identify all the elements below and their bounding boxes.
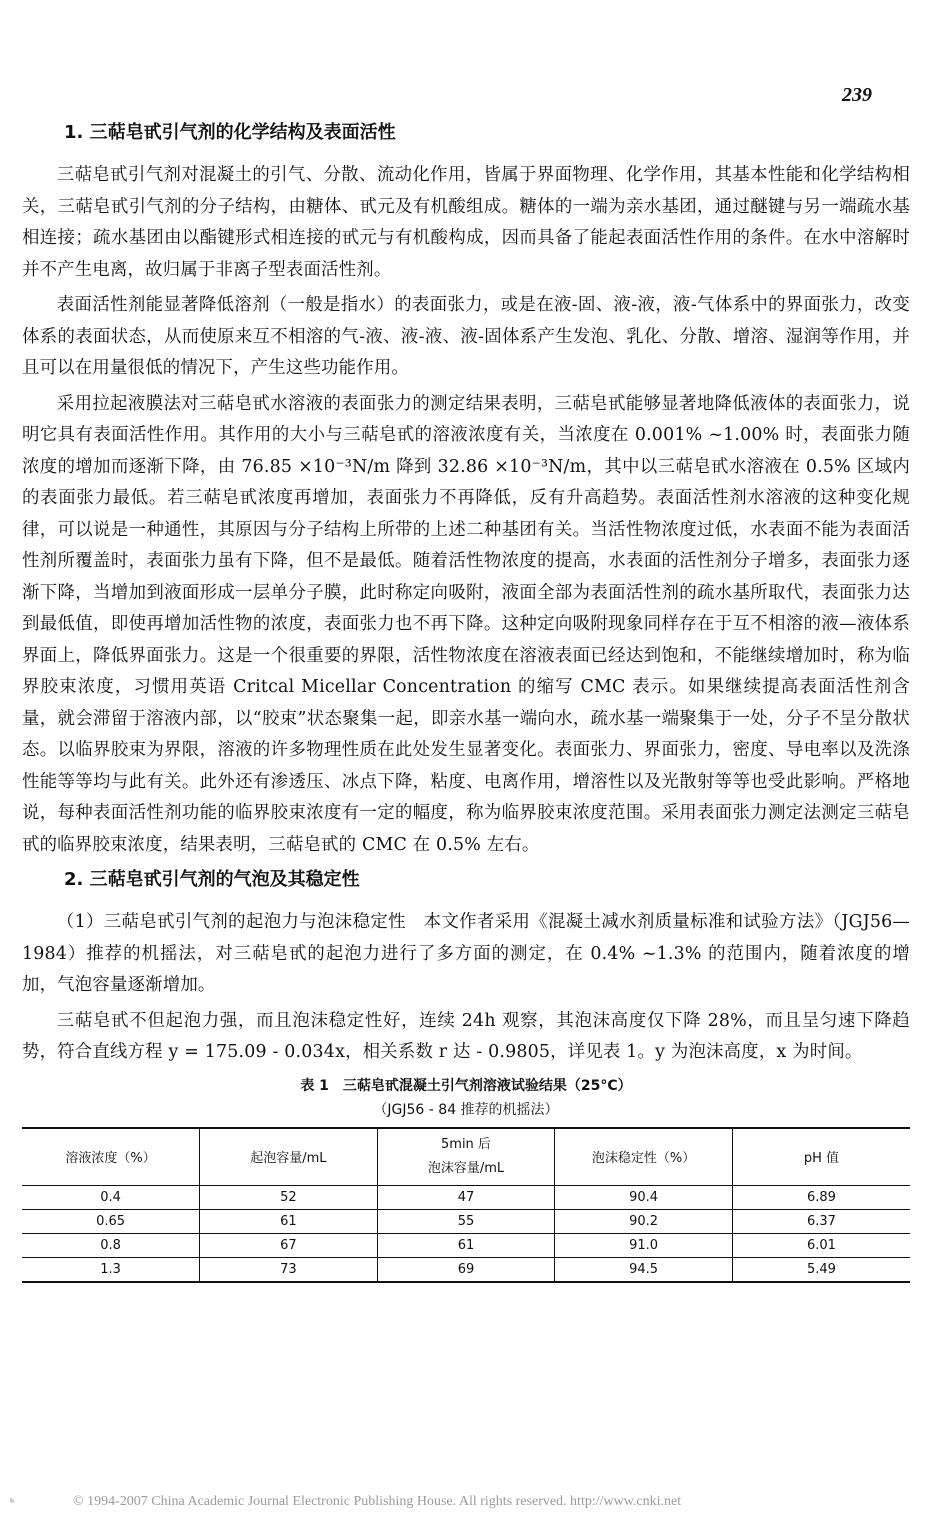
section-heading-1: 1. 三萜皂甙引气剂的化学结构及表面活性 — [64, 122, 396, 143]
paragraph: （1）三萜皂甙引气剂的起泡力与泡沫稳定性 本文作者采用《混凝土减水剂质量标准和试验方法》（JGJ56—1984）推荐的机摇法，对三萜皂甙的起泡力进行了多方面的测定，在 0.4% ~1.3% 的范围内，随着浓度的增加，气泡容量逐渐增加。 — [22, 912, 910, 995]
table-cell: 61 — [377, 1233, 555, 1257]
table-cell: 67 — [200, 1233, 378, 1257]
col-header-concentration: 溶液浓度（%） — [22, 1128, 200, 1186]
table-cell: 6.37 — [732, 1209, 910, 1233]
table-cell: 61 — [200, 1209, 378, 1233]
table-cell: 0.8 — [22, 1233, 200, 1257]
table-cell: 52 — [200, 1185, 378, 1209]
table-cell: 90.2 — [555, 1209, 733, 1233]
col-header-ph: pH 值 — [732, 1128, 910, 1186]
col-header-stability: 泡沫稳定性（%） — [555, 1128, 733, 1186]
paragraph: 三萜皂甙不但起泡力强，而且泡沫稳定性好，连续 24h 观察，其泡沫高度仅下降 28%，而且呈匀速下降趋势，符合直线方程 y = 175.09 - 0.034x，相关系数 r 达 - 0.9805，详见表 1。y 为泡沫高度，x 为时间。 — [22, 1010, 910, 1062]
table-row — [22, 1233, 910, 1257]
col-header-line-1: 5min 后 — [441, 1136, 491, 1152]
table-row — [22, 1209, 910, 1233]
page-number: 239 — [842, 84, 872, 106]
table-cell: 0.4 — [22, 1185, 200, 1209]
table-header-row — [22, 1128, 910, 1186]
col-header-foam-after-5min — [377, 1128, 555, 1186]
table-title: 表 1 三萜皂甙混凝土引气剂溶液试验结果（25°C） — [300, 1077, 632, 1094]
copyright-footer — [0, 1490, 930, 1520]
table-cell: 47 — [377, 1185, 555, 1209]
results-table — [22, 1127, 910, 1283]
col-header-foam-capacity: 起泡容量/mL — [200, 1128, 378, 1186]
table-row — [22, 1257, 910, 1282]
table-cell: 0.65 — [22, 1209, 200, 1233]
paragraph: 表面活性剂能显著降低溶剂（一般是指水）的表面张力，或是在液-固、液-液，液-气体系中的界面张力，改变体系的表面状态，从而使原来互不相溶的气-液、液-液、液-固体系产生发泡、乳化、分散、增溶、湿润等作用，并且可以在用量很低的情况下，产生这些功能作用。 — [22, 295, 910, 378]
paragraph: 采用拉起液膜法对三萜皂甙水溶液的表面张力的测定结果表明，三萜皂甙能够显著地降低液体的表面张力，说明它具有表面活性作用。其作用的大小与三萜皂甙的溶液浓度有关，当浓度在 0.001% ~1.00% 时，表面张力随浓度的增加而逐渐下降，由 76.85 ×10⁻³N/m 降到 32.86 ×10⁻³N/m，其中以三萜皂甙水溶液在 0.5% 区域内的表面张力最低。若三萜皂甙浓度再增加，表面张力不再降低，反有升高趋势。表面活性剂水溶液的这种变化规律，可以说是一种通性，其原因与分子结构上所带的上述二种基团有关。当活性物浓度过低，水表面不能为表面活性剂所覆盖时，表面张力虽有下降，但不是最低。随着活性物浓度的提高，水表面的活性剂分子增多，表面张力逐渐下降，当增加到液面形成一层单分子膜，此时称定向吸附，液面全部为表面活性剂的疏水基所取代，表面张力达到最低值，即使再增加活性物的浓度，表面张力也不再下降。这种定向吸附现象同样存在于互不相溶的液—液体系界面上，降低界面张力。这是一个很重要的界限，活性物浓度在溶液表面已经达到饱和，不能继续增加时，称为临界胶束浓度，习惯用英语 Critcal Micellar Concentration 的缩写 CMC 表示。如果继续提高表面活性剂含量，就会滞留于溶液内部，以“胶束”状态聚集一起，即亲水基一端向水，疏水基一端聚集于一处，分子不呈分散状态。以临界胶束为界限，溶液的许多物理性质在此处发生显著变化。表面张力、界面张力，密度、导电率以及洗涤性能等等均与此有关。此外还有渗透压、冰点下降，粘度、电离作用，增溶性以及光散射等等也受此影响。严格地说，每种表面活性剂功能的临界胶束浓度有一定的幅度，称为临界胶束浓度范围。采用表面张力测定法测定三萜皂甙的临界胶束浓度，结果表明，三萜皂甙的 CMC 在 0.5% 左右。 — [22, 393, 910, 855]
table-cell: 55 — [377, 1209, 555, 1233]
table-cell: 6.01 — [732, 1233, 910, 1257]
table-subtitle: （JGJ56 - 84 推荐的机摇法） — [373, 1101, 559, 1118]
section-heading-2: 2. 三萜皂甙引气剂的气泡及其稳定性 — [64, 869, 360, 890]
table-cell: 6.89 — [732, 1185, 910, 1209]
table-cell: 91.0 — [555, 1233, 733, 1257]
table-cell: 90.4 — [555, 1185, 733, 1209]
paragraph: 三萜皂甙引气剂对混凝土的引气、分散、流动化作用，皆属于界面物理、化学作用，其基本性能和化学结构相关，三萜皂甙引气剂的分子结构，由糖体、甙元及有机酸组成。糖体的一端为亲水基团，通过醚键与另一端疏水基相连接；疏水基团由以酯键形式相连接的甙元与有机酸构成，因而具备了能起表面活性作用的条件。在水中溶解时并不产生电离，故归属于非离子型表面活性剂。 — [22, 165, 910, 280]
publisher-logo-icon: ◔ — [4, 1491, 17, 1513]
col-header-line-2: 泡沫容量/mL — [427, 1160, 505, 1176]
article-body — [22, 118, 910, 1283]
table-cell: 69 — [377, 1257, 555, 1282]
table-cell: 94.5 — [555, 1257, 733, 1282]
footer-text: © 1994-2007 China Academic Journal Electronic Publishing House. All rights reserved. http://www.cnki.net — [73, 1494, 682, 1509]
table-cell: 5.49 — [732, 1257, 910, 1282]
table-cell: 73 — [200, 1257, 378, 1282]
table-row — [22, 1185, 910, 1209]
table-cell: 1.3 — [22, 1257, 200, 1282]
